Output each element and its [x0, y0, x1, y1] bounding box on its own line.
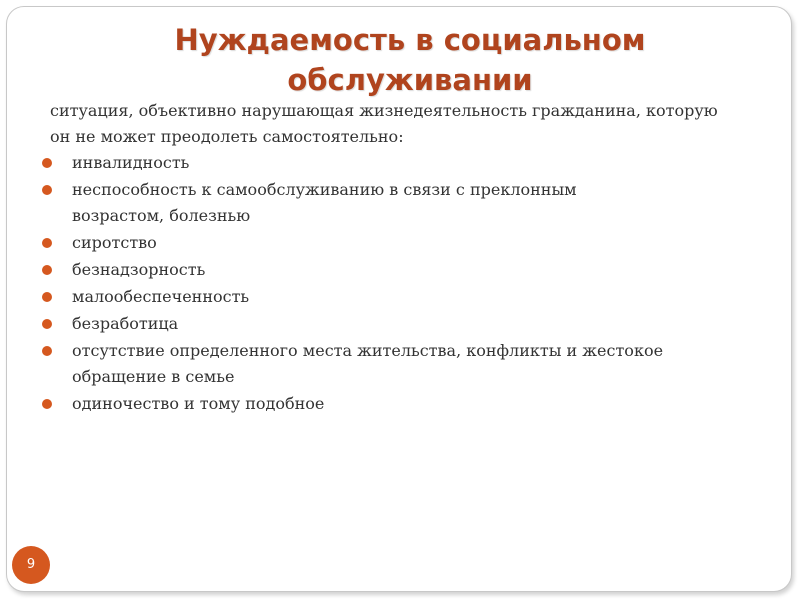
bullet-list [0, 150, 800, 418]
slide-title: Нуждаемость в социальном обслуживании [174, 23, 646, 97]
list-item [0, 177, 672, 229]
list-item-text: неспособность к самообслуживанию в связи с преклонным возрастом, болезнью [72, 180, 577, 225]
list-item [0, 230, 672, 256]
list-item-text: сиротство [72, 233, 157, 252]
list-item-text: отсутствие определенного места жительства, конфликты и жестокое обращение в семье [72, 341, 664, 386]
list-item [0, 257, 672, 283]
list-item-text: инвалидность [72, 153, 190, 172]
bullet-dot-icon [42, 319, 52, 329]
list-item [0, 284, 672, 310]
bullet-dot-icon [42, 292, 52, 302]
list-item-text: безнадзорность [72, 260, 206, 279]
list-item-text: безработица [72, 314, 179, 333]
bullet-dot-icon [42, 265, 52, 275]
bullet-dot-icon [42, 185, 52, 195]
list-item [0, 150, 672, 176]
bullet-dot-icon [42, 158, 52, 168]
bullet-dot-icon [42, 346, 52, 356]
list-item-text: малообеспеченность [72, 287, 250, 306]
intro-text: ситуация, объективно нарушающая жизнедеятельность гражданина, которую он не может преодолеть самостоятельно: [50, 101, 718, 146]
list-item-text: одиночество и тому подобное [72, 394, 325, 413]
bullet-dot-icon [42, 238, 52, 248]
list-item [0, 338, 672, 390]
list-item [0, 391, 672, 417]
bullet-dot-icon [42, 399, 52, 409]
list-item [0, 311, 672, 337]
page-number-badge: 9 [12, 546, 50, 584]
